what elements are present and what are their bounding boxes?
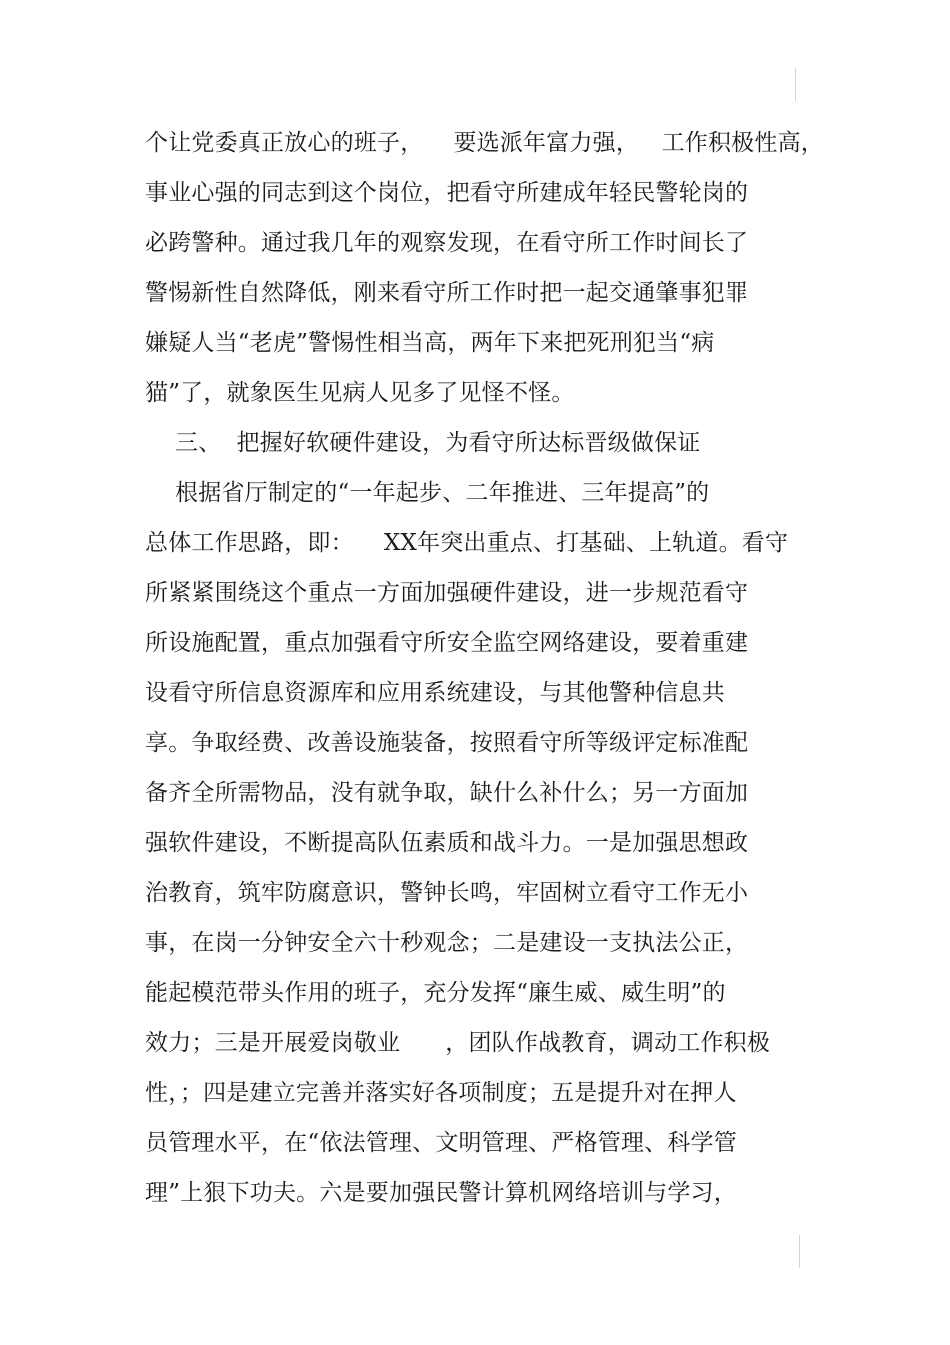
page-mark-bottom bbox=[799, 1235, 800, 1268]
text-line: 效力；三是开展爱岗敬业 ，团队作战教育，调动工作积极 bbox=[145, 1030, 771, 1056]
text-line: 所设施配置，重点加强看守所安全监空网络建设，要着重建 bbox=[145, 630, 749, 656]
text-line: 性，；四是建立完善并落实好各项制度；五是提升对在押人 bbox=[145, 1080, 737, 1106]
text-line: 能起模范带头作用的班子，充分发挥“廉生威、威生明”的 bbox=[145, 980, 726, 1006]
text-line: 享。争取经费、改善设施装备，按照看守所等级评定标准配 bbox=[145, 730, 749, 756]
text-line: 所紧紧围绕这个重点一方面加强硬件建设，进一步规范看守 bbox=[145, 580, 749, 606]
text-line: 备齐全所需物品，没有就争取，缺什么补什么；另一方面加 bbox=[145, 780, 749, 806]
text-line: 强软件建设，不断提高队伍素质和战斗力。一是加强思想政 bbox=[145, 830, 749, 856]
text-line: 设看守所信息资源库和应用系统建设，与其他警种信息共 bbox=[145, 680, 725, 706]
text-line: 理”上狠下功夫。六是要加强民警计算机网络培训与学习， bbox=[145, 1180, 737, 1206]
page-mark-top bbox=[795, 68, 796, 101]
text-line: 总体工作思路，即： XX年突出重点、打基础、上轨道。看守 bbox=[145, 530, 789, 556]
text-line: 个让党委真正放心的班子， 要选派年富力强， 工作积极性高， bbox=[145, 130, 824, 156]
text-line: 根据省厅制定的“一年起步、二年推进、三年提高”的 bbox=[145, 480, 710, 506]
text-line: 事业心强的同志到这个岗位，把看守所建成年轻民警轮岗的 bbox=[145, 180, 749, 206]
text-line: 必跨警种。通过我几年的观察发现，在看守所工作时间长了 bbox=[145, 230, 749, 256]
text-line: 猫”了，就象医生见病人见多了见怪不怪。 bbox=[145, 380, 575, 406]
text-line: 嫌疑人当“老虎”警惕性相当高，两年下来把死刑犯当“病 bbox=[145, 330, 715, 356]
text-line: 治教育，筑牢防腐意识，警钟长鸣，牢固树立看守工作无小 bbox=[145, 880, 749, 906]
text-line: 员管理水平，在“依法管理、文明管理、严格管理、科学管 bbox=[145, 1130, 737, 1156]
section-heading: 三、 把握好软硬件建设，为看守所达标晋级做保证 bbox=[145, 430, 701, 456]
text-line: 警惕新性自然降低，刚来看守所工作时把一起交通肇事犯罪 bbox=[145, 280, 749, 306]
text-line: 事，在岗一分钟安全六十秒观念；二是建设一支执法公正， bbox=[145, 930, 749, 956]
